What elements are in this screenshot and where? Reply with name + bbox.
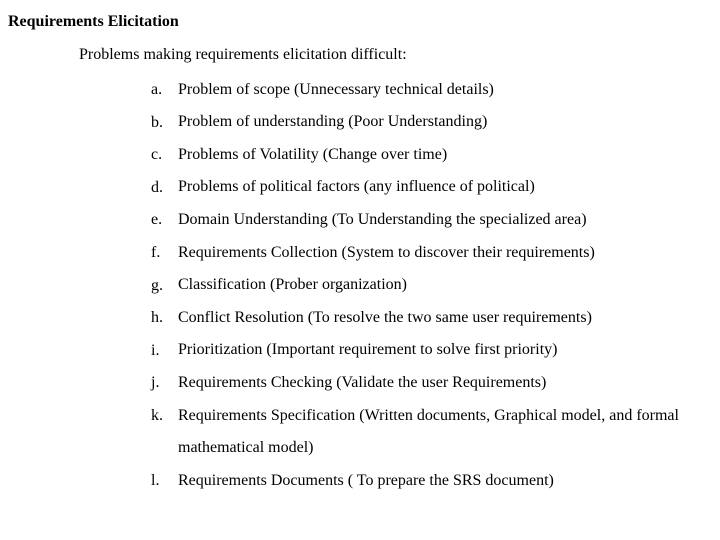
list-marker: h. bbox=[151, 309, 163, 327]
list-item-text: Prioritization (Important requirement to solve first priority) bbox=[178, 341, 558, 359]
list-marker: k. bbox=[151, 406, 163, 424]
list-marker: i. bbox=[151, 341, 160, 359]
list-marker: l. bbox=[151, 472, 160, 490]
list-marker: b. bbox=[151, 113, 163, 131]
list-item-text: Requirements Collection (System to discover their requirements) bbox=[178, 243, 595, 261]
list-marker: f. bbox=[151, 243, 161, 261]
list-item-text: Requirements Specification (Written documents, Graphical model, and formal mathematical model) bbox=[178, 406, 679, 457]
list-item-text: Problem of understanding (Poor Understanding) bbox=[178, 113, 488, 131]
list-item-text: Problems of political factors (any influence of political) bbox=[178, 178, 535, 196]
list-marker: g. bbox=[151, 276, 163, 294]
list-marker: j. bbox=[151, 374, 160, 392]
list-marker: e. bbox=[151, 211, 163, 229]
list-marker: a. bbox=[151, 81, 163, 98]
list-marker: c. bbox=[151, 146, 163, 164]
document-title: Requirements Elicitation bbox=[8, 13, 179, 30]
list-item-text: Requirements Documents ( To prepare the SRS document) bbox=[178, 471, 554, 489]
intro-text: Problems making requirements elicitation difficult: bbox=[79, 46, 407, 63]
list-item-text: Classification (Prober organization) bbox=[178, 276, 407, 294]
list-marker: d. bbox=[151, 178, 163, 196]
list-item-text: Problems of Volatility (Change over time) bbox=[178, 145, 448, 163]
list-item-text: Domain Understanding (To Understanding the specialized area) bbox=[178, 211, 587, 229]
list-item-text: Problem of scope (Unnecessary technical details) bbox=[178, 80, 494, 98]
list-item-text: Requirements Checking (Validate the user Requirements) bbox=[178, 374, 547, 392]
list-item-text: Conflict Resolution (To resolve the two same user requirements) bbox=[178, 308, 592, 326]
